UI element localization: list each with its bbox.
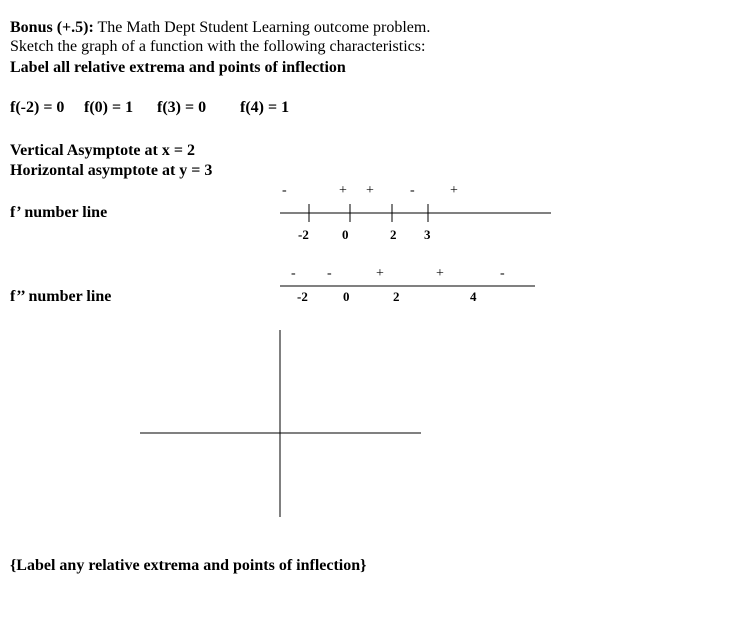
fdoubleprime-sign-5: - (500, 266, 505, 281)
vertical-asymptote: Vertical Asymptote at x = 2 (10, 142, 195, 159)
label-all-instruction: Label all relative extrema and points of inflection (10, 59, 346, 76)
fprime-tick-label-2: 0 (342, 227, 349, 242)
fprime-sign-3: + (366, 183, 374, 198)
fprime-tick-label-1: -2 (298, 227, 309, 242)
instruction-text: Sketch the graph of a function with the following characteristics: (10, 38, 426, 55)
value-f-0: f(0) = 1 (84, 99, 134, 116)
fprime-tick-label-3: 2 (390, 227, 397, 242)
horizontal-asymptote: Horizontal asymptote at y = 3 (10, 162, 213, 179)
label-any-instruction: {Label any relative extrema and points of inflection} (10, 557, 367, 574)
fprime-label: f’ number line (10, 204, 108, 221)
fprime-tick-label-4: 3 (424, 227, 431, 242)
fdoubleprime-tick-label-3: 2 (393, 289, 400, 304)
fprime-sign-1: - (282, 183, 287, 198)
fprime-sign-5: + (450, 183, 458, 198)
bonus-label: Bonus (+.5): (10, 19, 94, 36)
fdoubleprime-sign-3: + (376, 266, 384, 281)
fprime-sign-2: + (339, 183, 347, 198)
fdoubleprime-tick-label-2: 0 (343, 289, 350, 304)
fdoubleprime-sign-4: + (436, 266, 444, 281)
fprime-sign-4: - (410, 183, 415, 198)
bonus-text: The Math Dept Student Learning outcome problem. (97, 19, 431, 36)
fdoubleprime-tick-label-4: 4 (470, 289, 477, 304)
fdoubleprime-tick-label-1: -2 (297, 289, 308, 304)
fdoubleprime-sign-1: - (291, 266, 296, 281)
value-f-3: f(3) = 0 (157, 99, 207, 116)
fdoubleprime-label: f’’ number line (10, 288, 112, 305)
fdoubleprime-sign-2: - (327, 266, 332, 281)
value-f-neg2: f(-2) = 0 (10, 99, 65, 116)
value-f-4: f(4) = 1 (240, 99, 290, 116)
